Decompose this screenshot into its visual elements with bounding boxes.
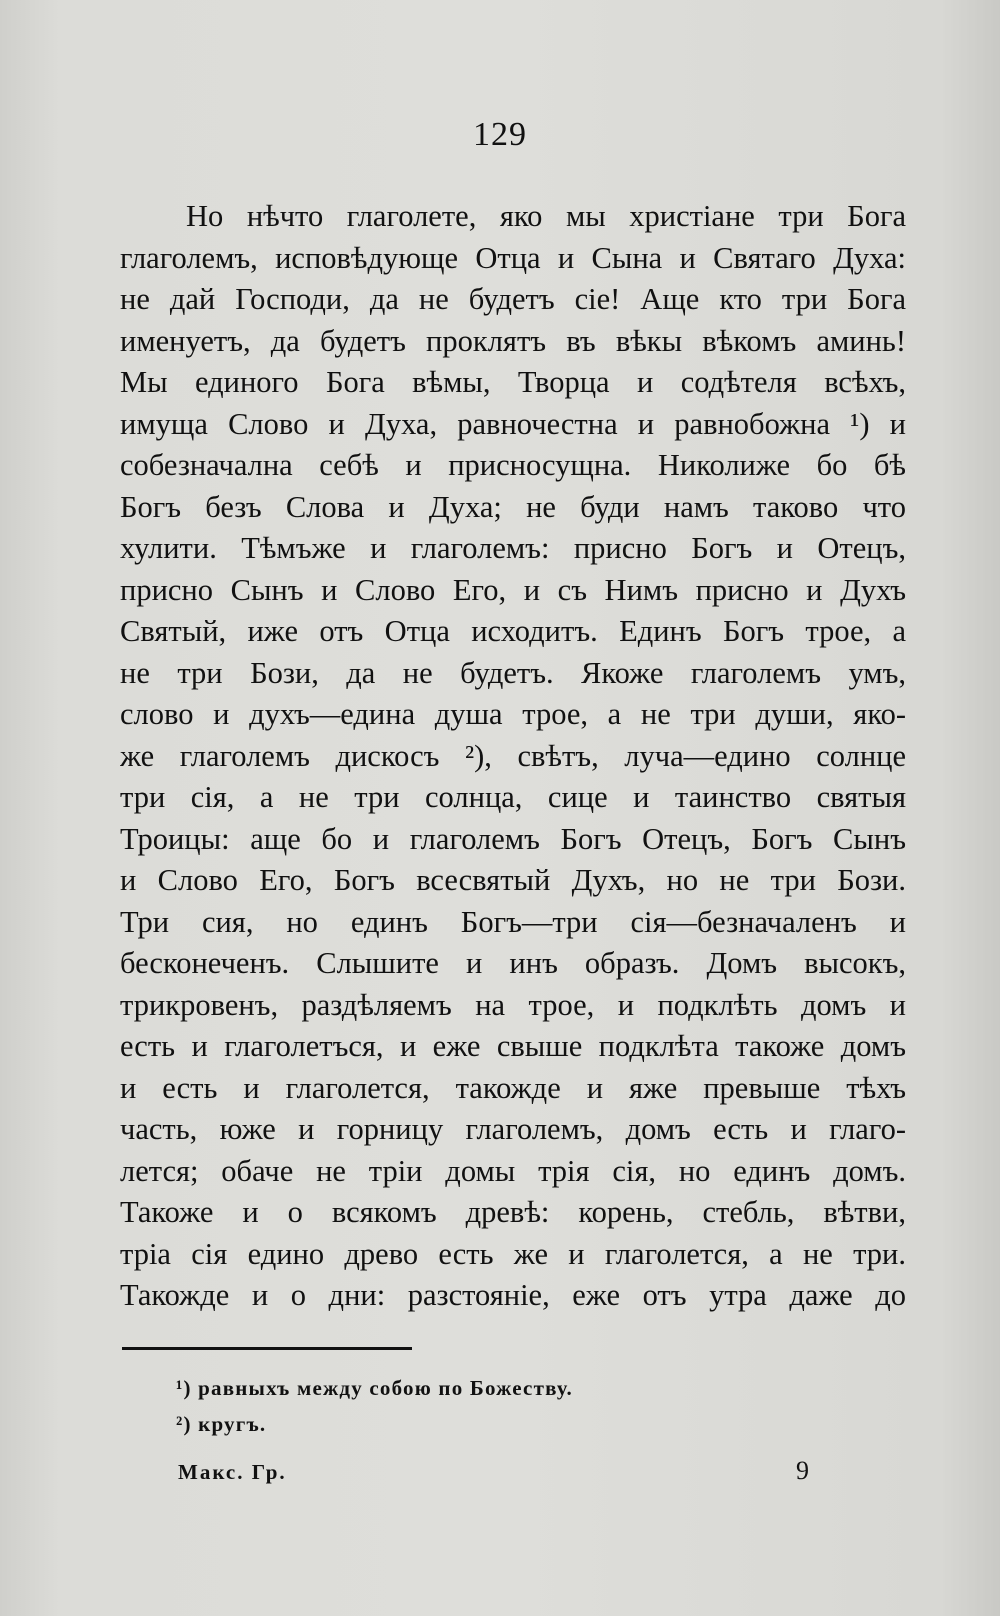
text-line: имуща Слово и Духа, равночестна и равнобожна ¹) и: [120, 406, 906, 441]
body-text: [120, 196, 906, 1317]
text-line: трикровенъ, раздѣляемъ на трое, и подклѣть домъ и: [120, 987, 906, 1022]
footnote-1: ¹) равныхъ между собою по Божеству.: [176, 1376, 573, 1400]
text-line: Такожде и о дни: разстояніе, еже отъ утра даже до: [120, 1278, 906, 1312]
text-line: же глаголемъ дискосъ ²), свѣтъ, луча—едино солнце: [120, 738, 906, 773]
signature-mark: Макс. Гр.: [178, 1460, 287, 1484]
text-line: и Слово Его, Богъ всесвятый Духъ, но не три Бози.: [120, 863, 906, 897]
text-line: не три Бози, да не будетъ. Якоже глаголемъ умъ,: [120, 655, 906, 690]
text-line: Богъ безъ Слова и Духа; не буди намъ таково что: [120, 489, 906, 524]
text-line: лется; обаче не тріи домы трія сія, но единъ домъ.: [120, 1153, 906, 1188]
text-line: Мы единого Бога вѣмы, Творца и содѣтеля всѣхъ,: [120, 365, 906, 399]
page-number: 129: [473, 116, 527, 153]
text-line: слово и духъ—едина душа трое, а не три души, яко-: [120, 697, 906, 731]
footnotes: [176, 1370, 876, 1442]
text-line: Но нѣчто глаголете, яко мы христіане три Бога: [186, 199, 906, 233]
text-line: Троицы: аще бо и глаголемъ Богъ Отецъ, Богъ Сынъ: [120, 821, 906, 856]
text-line: Такоже и о всякомъ древѣ: корень, стебль, вѣтви,: [120, 1195, 906, 1229]
text-line: хулити. Тѣмъже и глаголемъ: присно Богъ и Отецъ,: [120, 531, 906, 565]
text-line: глаголемъ, исповѣдующе Отца и Сына и Святаго Духа:: [120, 240, 906, 275]
text-line: три сія, а не три солнца, сице и таинство святыя: [120, 780, 906, 814]
text-line: собезначална себѣ и присносущна. Николиже бо бѣ: [120, 448, 906, 482]
signature-number: 9: [796, 1456, 809, 1485]
text-line: часть, юже и горницу глаголемъ, домъ есть и глаго-: [120, 1112, 906, 1146]
text-line: присно Сынъ и Слово Его, и съ Нимъ присно и Духъ: [120, 572, 906, 607]
footnote-divider: [122, 1347, 412, 1350]
text-line: Три сия, но единъ Богъ—три сія—безначаленъ и: [120, 904, 906, 939]
text-line: и есть и глаголется, такожде и яже превыше тѣхъ: [120, 1070, 906, 1105]
text-line: есть и глаголетъся, и еже свыше подклѣта такоже домъ: [120, 1029, 906, 1063]
text-line: тріа сія едино древо есть же и глаголется, а не три.: [120, 1236, 906, 1271]
footnote-2: ²) кругъ.: [176, 1412, 267, 1436]
text-line: Святый, иже отъ Отца исходитъ. Единъ Богъ трое, а: [120, 614, 906, 648]
text-line: не дай Господи, да не будетъ сіе! Аще кто три Бога: [120, 282, 906, 316]
text-line: именуетъ, да будетъ проклятъ въ вѣкы вѣкомъ аминь!: [120, 323, 906, 358]
text-line: бесконеченъ. Слышите и инъ образъ. Домъ высокъ,: [120, 946, 906, 980]
